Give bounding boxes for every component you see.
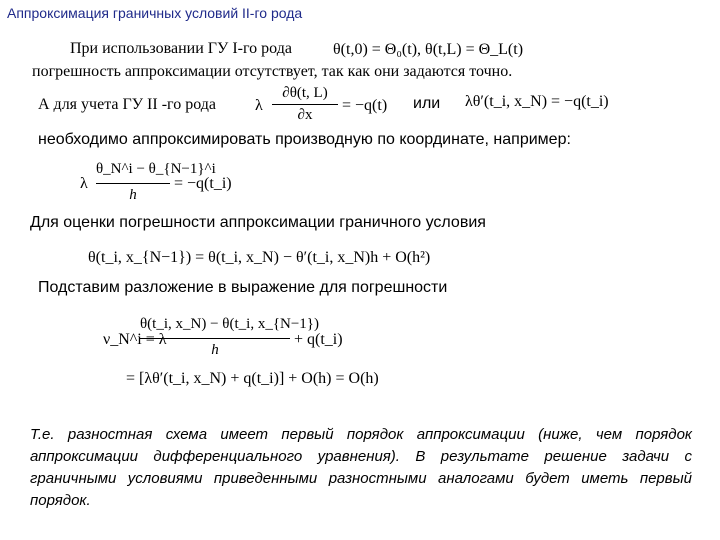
approx-lambda: λ — [80, 175, 88, 192]
slide-title: Аппроксимация граничных условий II-го рода — [7, 5, 303, 21]
error-fraction-bar — [140, 338, 290, 339]
substitute-text: Подставим разложение в выражение для погрешности — [38, 279, 448, 296]
approx-rhs: = −q(t_i) — [174, 175, 232, 192]
bc2-alt-formula: λθ′(t_i, x_N) = −q(t_i) — [465, 93, 609, 110]
error-estimate-text: Для оценки погрешности аппроксимации граничного условия — [30, 214, 486, 231]
intro-text-bc1: При использовании ГУ I-го рода — [70, 40, 292, 57]
bc2-lambda: λ — [255, 97, 263, 114]
or-text: или — [413, 95, 441, 112]
bc2-denominator: ∂x — [297, 107, 313, 123]
error-numerator: θ(t_i, x_N) − θ(t_i, x_{N−1}) — [140, 316, 320, 332]
approx-numerator: θ_N^i − θ_{N−1}^i — [96, 161, 216, 177]
conclusion-paragraph: Т.е. разностная схема имеет первый порядок аппроксимации (ниже, чем порядок аппроксимации дифференциального уравнения). В результате решение задачи с граничными условиями приведенными разностными аналогами будет иметь первый порядок. — [30, 426, 692, 509]
approx-denominator: h — [129, 187, 137, 203]
bc2-intro-text: А для учета ГУ II -го рода — [38, 96, 216, 113]
bc2-numerator: ∂θ(t, L) — [282, 85, 328, 101]
bc1-formula: θ(t,0) = Θ₀(t), θ(t,L) = Θ_L(t) — [333, 41, 524, 58]
no-error-text: погрешность аппроксимации отсутствует, так как они задаются точно. — [32, 63, 513, 80]
error-denominator: h — [211, 342, 219, 358]
derivative-text: необходимо аппроксимировать производную по координате, например: — [38, 131, 571, 148]
bc2-fraction-bar — [272, 104, 338, 105]
error-rhs: + q(t_i) — [294, 331, 343, 348]
approx-fraction-bar — [96, 183, 170, 184]
taylor-formula: θ(t_i, x_{N−1}) = θ(t_i, x_N) − θ′(t_i, x_N)h + O(h²) — [88, 249, 431, 266]
error-result: = [λθ′(t_i, x_N) + q(t_i)] + O(h) = O(h) — [126, 370, 379, 387]
error-lhs: ν_N^i = λ — [103, 331, 167, 348]
bc2-rhs: = −q(t) — [342, 97, 388, 114]
